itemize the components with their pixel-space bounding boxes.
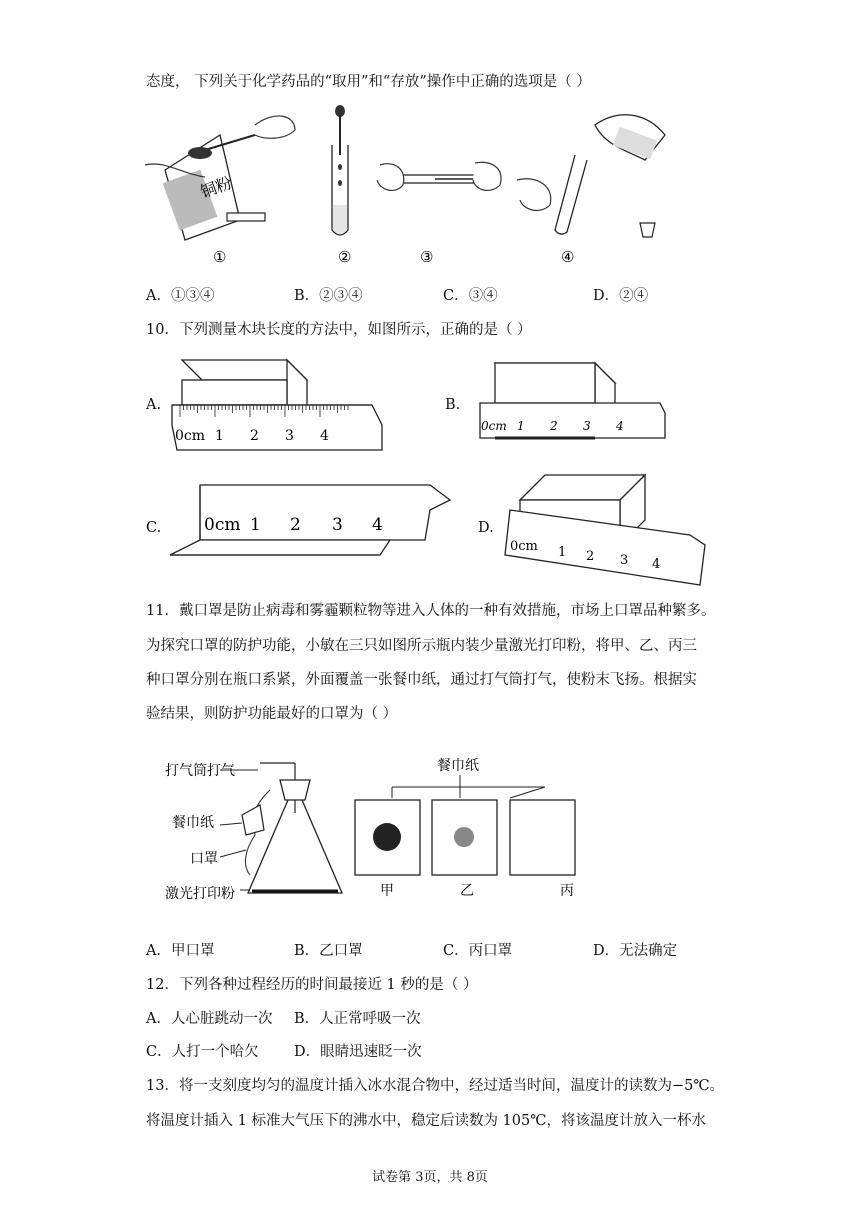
powder-spot-jia (373, 823, 401, 851)
napkin-bing (510, 800, 575, 875)
q10-stem: 10．下列测量木块长度的方法中，如图所示，正确的是（ ） (146, 322, 532, 338)
ruler-c-label-2: 2 (290, 515, 301, 535)
q9-label-3: ③ (420, 248, 434, 266)
ruler-a-label-1: 1 (215, 428, 224, 444)
ruler-b-label-2: 2 (550, 419, 558, 433)
powder-spot-yi (454, 827, 474, 847)
q11-line-4: 验结果，则防护功能最好的口罩为（ ） (146, 706, 398, 722)
q11-line-2: 为探究口罩的防护功能，小敏在三只如图所示瓶内装少量激光打印粉，将甲、乙、丙三 (146, 638, 697, 654)
ruler-d-label-1: 1 (558, 545, 567, 560)
q11-option-c[interactable]: C．丙口罩 (443, 943, 513, 959)
label-yi: 乙 (460, 883, 474, 899)
ruler-d-label-2: 2 (586, 549, 595, 564)
q11-line-1: 11．戴口罩是防止病毒和雾霾颗粒物等进入人体的一种有效措施，市场上口罩品种繁多。 (146, 603, 716, 619)
q10-letter-b[interactable]: B. (445, 397, 461, 413)
q13-line-1: 13．将一支刻度均匀的温度计插入冰水混合物中，经过适当时间，温度计的读数为−5℃。 (146, 1078, 725, 1094)
q9-option-a[interactable]: A．①③④ (146, 288, 215, 304)
label-jia: 甲 (380, 883, 394, 899)
ruler-a-label-0: 0cm (175, 428, 206, 444)
ruler-figure-a (172, 355, 382, 455)
q11-figure (160, 755, 600, 915)
ruler-c-label-1: 1 (250, 515, 261, 535)
q9-stem: 态度， 下列关于化学药品的“取用”和“存放”操作中正确的选项是（ ） (146, 74, 591, 90)
q12-option-d[interactable]: D．眼睛迅速眨一次 (294, 1044, 422, 1060)
q9-option-c[interactable]: C．③④ (443, 288, 498, 304)
ruler-a-label-3: 3 (285, 428, 294, 444)
ruler-c-label-3: 3 (332, 515, 343, 535)
label-pump: 打气筒打气 (165, 763, 235, 779)
ruler-a-label-4: 4 (320, 428, 329, 444)
ruler-b-label-3: 3 (583, 419, 591, 433)
q11-option-a[interactable]: A．甲口罩 (146, 943, 215, 959)
q10-letter-d[interactable]: D. (478, 520, 494, 536)
label-bing: 丙 (560, 883, 574, 899)
q9-label-2: ② (338, 248, 352, 266)
ruler-figure-d (500, 470, 720, 590)
ruler-c-label-4: 4 (372, 515, 383, 535)
label-napkin: 餐巾纸 (172, 815, 214, 831)
q9-label-1: ① (213, 248, 227, 266)
ruler-d-label-3: 3 (620, 553, 629, 568)
label-powder: 激光打印粉 (165, 886, 235, 902)
bottle-label: 铜粉 (197, 172, 235, 202)
q9-option-d[interactable]: D．②④ (593, 288, 649, 304)
q10-letter-c[interactable]: C. (146, 520, 162, 536)
ruler-b-label-4: 4 (616, 419, 624, 433)
q12-option-b[interactable]: B．人正常呼吸一次 (294, 1011, 421, 1027)
pouring-illustration (517, 115, 665, 237)
ruler-c-label-0: 0cm (204, 515, 241, 535)
q11-option-d[interactable]: D．无法确定 (593, 943, 678, 959)
powder-bottle-illustration (145, 116, 295, 240)
q12-stem: 12．下列各种过程经历的时间最接近 1 秒的是（ ） (146, 977, 478, 993)
ruler-d-label-0: 0cm (510, 539, 538, 554)
ruler-b-label-1: 1 (517, 419, 525, 433)
test-tube-hands-illustration (377, 162, 501, 190)
q12-option-a[interactable]: A．人心脏跳动一次 (146, 1011, 273, 1027)
ruler-a-label-2: 2 (250, 428, 259, 444)
ruler-b-label-0: 0cm (481, 419, 507, 433)
ruler-d-label-4: 4 (652, 557, 661, 572)
q11-option-b[interactable]: B．乙口罩 (294, 943, 363, 959)
q11-line-3: 种口罩分别在瓶口系紧，外面覆盖一张餐巾纸，通过打气筒打气，使粉末飞扬。根据实 (146, 672, 697, 688)
label-napkin-top: 餐巾纸 (437, 758, 479, 774)
flask-illustration (220, 763, 342, 893)
dropper-illustration (332, 105, 348, 235)
ruler-figure-b (475, 358, 675, 448)
q13-line-2: 将温度计插入 1 标准大气压下的沸水中，稳定后读数为 105℃，将该温度计放入一杯水 (146, 1113, 706, 1129)
q10-letter-a[interactable]: A. (146, 397, 162, 413)
q9-label-4: ④ (561, 248, 575, 266)
label-mask: 口罩 (190, 851, 218, 867)
q9-figure (145, 105, 705, 266)
q9-option-b[interactable]: B．②③④ (294, 288, 363, 304)
ruler-figure-c (170, 480, 460, 570)
q12-option-c[interactable]: C．人打一个哈欠 (146, 1044, 259, 1060)
page-footer: 试卷第 3页，共 8页 (372, 1170, 488, 1185)
